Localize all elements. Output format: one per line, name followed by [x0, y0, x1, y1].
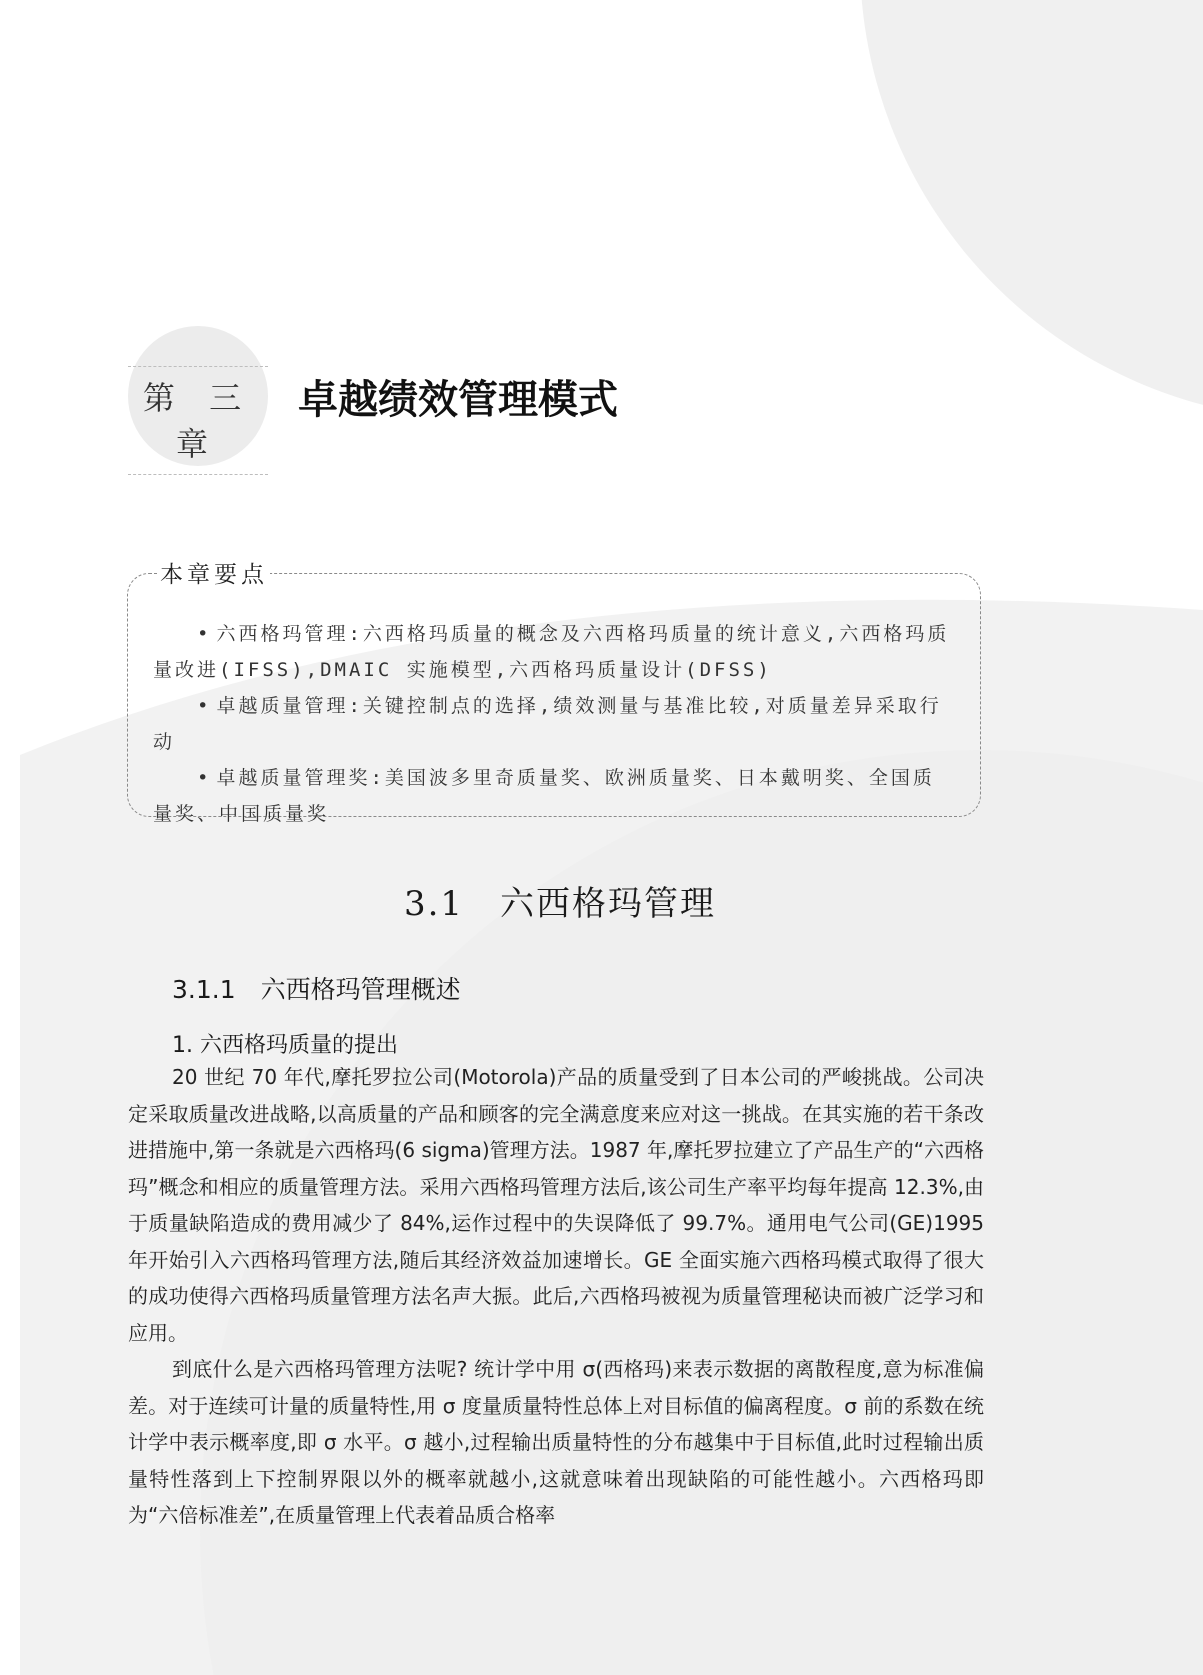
key-point-item — [153, 760, 953, 832]
key-points-list — [153, 616, 953, 832]
body-text — [128, 1059, 984, 1534]
bullet-icon: • — [197, 767, 209, 789]
key-points-box — [127, 562, 981, 825]
subsection-title: 3.1.1 六西格玛管理概述 — [172, 975, 461, 1004]
key-points-label: 本章要点 — [158, 556, 270, 589]
key-point-text: 卓越质量管理:关键控制点的选择,绩效测量与基准比较,对质量差异采取行动 — [153, 695, 942, 753]
bullet-icon: • — [197, 695, 209, 717]
key-point-text: 六西格玛管理:六西格玛质量的概念及六西格玛质量的统计意义,六西格玛质量改进(IFSS),DMAIC 实施模型,六西格玛质量设计(DFSS) — [153, 623, 950, 681]
chapter-number: 第 三 章 — [128, 366, 268, 475]
bullet-icon: • — [197, 623, 209, 645]
key-point-text: 卓越质量管理奖:美国波多里奇质量奖、欧洲质量奖、日本戴明奖、全国质量奖、中国质量奖 — [153, 767, 935, 825]
key-point-item — [153, 616, 953, 688]
chapter-header — [128, 326, 828, 466]
key-point-item — [153, 688, 953, 760]
paragraph: 20 世纪 70 年代,摩托罗拉公司(Motorola)产品的质量受到了日本公司的严峻挑战。公司决定采取质量改进战略,以高质量的产品和顾客的完全满意度来应对这一挑战。在其实施的若干条改进措施中,第一条就是六西格玛(6 sigma)管理方法。1987 年,摩托罗拉建立了产品生产的“六西格玛”概念和相应的质量管理方法。采用六西格玛管理方法后,该公司生产率平均每年提高 12.3%,由于质量缺陷造成的费用减少了 84%,运作过程中的失误降低了 99.7%。通用电气公司(GE)1995 年开始引入六西格玛管理方法,随后其经济效益加速增长。GE 全面实施六西格玛模式取得了很大的成功使得六西格玛质量管理方法名声大振。此后,六西格玛被视为质量管理秘诀而被广泛学习和应用。 — [128, 1065, 984, 1345]
subsubsection-title: 1. 六西格玛质量的提出 — [172, 1033, 398, 1058]
section-title: 3.1 六西格玛管理 — [403, 884, 717, 924]
paragraph: 到底什么是六西格玛管理方法呢? 统计学中用 σ(西格玛)来表示数据的离散程度,意为标准偏差。对于连续可计量的质量特性,用 σ 度量质量特性总体上对目标值的偏离程度。σ 前的系数在统计学中表示概率度,即 σ 水平。σ 越小,过程输出质量特性的分布越集中于目标值,此时过程输出质量特性落到上下控制界限以外的概率就越小,这就意味着出现缺陷的可能性越小。六西格玛即为“六倍标准差”,在质量管理上代表着品质合格率 — [128, 1357, 984, 1527]
chapter-title: 卓越绩效管理模式 — [298, 376, 618, 423]
